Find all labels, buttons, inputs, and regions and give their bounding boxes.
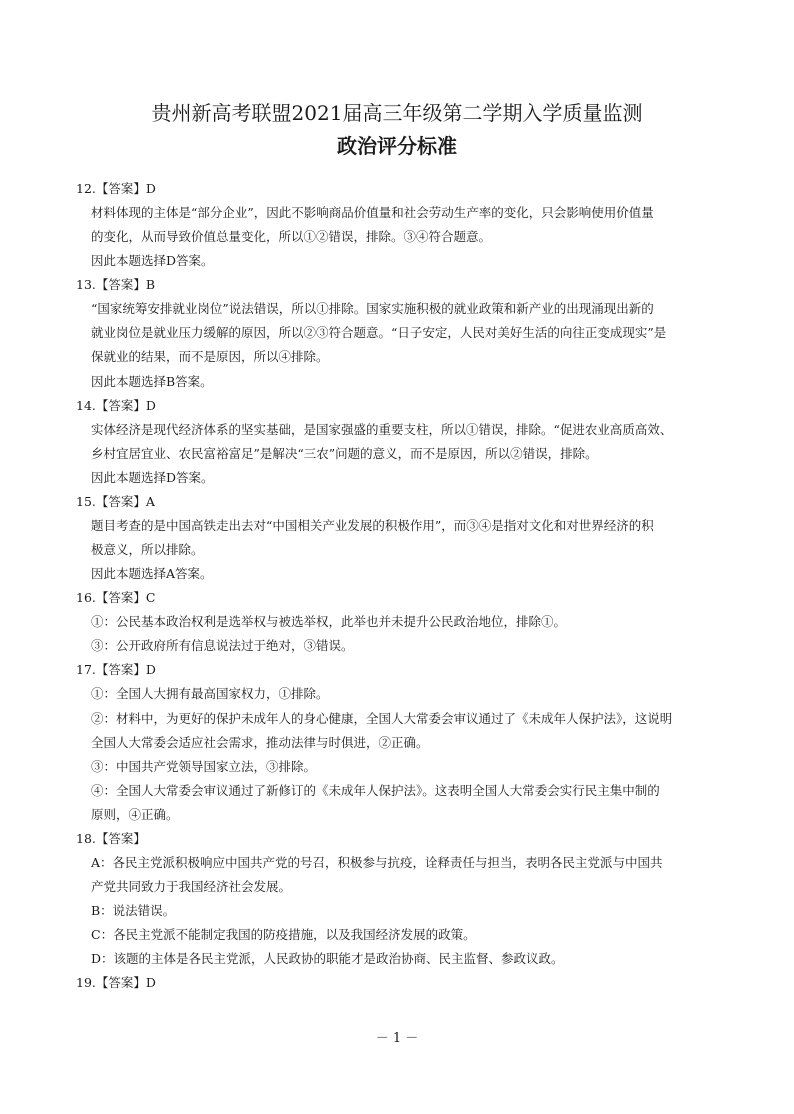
explanation-line: D：该题的主体是各民主党派，人民政协的职能才是政治协商、民主监督、参政议政。 <box>91 951 564 967</box>
answer-heading: 13.【答案】B <box>76 277 156 293</box>
explanation-line: 产党共同致力于我国经济社会发展。 <box>91 879 292 895</box>
answer-heading: 14.【答案】D <box>76 397 156 413</box>
explanation-line: ①：全国人大拥有最高国家权力，①排除。 <box>91 686 329 702</box>
answer-heading: 16.【答案】C <box>76 590 156 606</box>
page-number: － 1 － <box>375 1031 419 1046</box>
answer-heading: 18.【答案】 <box>76 830 146 846</box>
explanation-line: 材料体现的主体是“部分企业”，因此不影响商品价值量和社会劳动生产率的变化，只会影响使用价值量 <box>91 205 654 221</box>
explanation-line: 原则，④正确。 <box>91 806 179 822</box>
explanation-line: ③：中国共产党领导国家立法，③排除。 <box>91 758 317 774</box>
answer-heading: 15.【答案】A <box>76 493 155 509</box>
explanation-line: 就业岗位是就业压力缓解的原因，所以②③符合题意。“日子安定，人民对美好生活的向往正变成现实”是 <box>91 325 667 341</box>
explanation-line: 极意义，所以排除。 <box>91 542 204 558</box>
explanation-line: ②：材料中，为更好的保护未成年人的身心健康，全国人大常委会审议通过了《未成年人保护法》，这说明 <box>91 710 673 726</box>
page-title: 贵州新高考联盟2021届高三年级第二学期入学质量监测 <box>151 101 643 125</box>
explanation-line: 因此本题选择D答案。 <box>91 253 214 269</box>
explanation-line: 的变化，从而导致价值总量变化，所以①②错误，排除。③④符合题意。 <box>91 229 492 245</box>
explanation-line: 题目考查的是中国高铁走出去对“中国相关产业发展的积极作用”，而③④是指对文化和对世界经济的积 <box>91 517 654 533</box>
explanation-line: 实体经济是现代经济体系的坚实基础，是国家强盛的重要支柱，所以①错误，排除。“促进农业高质高效、 <box>91 421 673 437</box>
explanation-line: A：各民主党派积极响应中国共产党的号召，积极参与抗疫，诠释责任与担当，表明各民主党派与中国共 <box>91 854 663 870</box>
explanation-line: ③：公开政府所有信息说法过于绝对，③错误。 <box>91 638 354 654</box>
explanation-line: B：说法错误。 <box>91 903 176 919</box>
explanation-line: 因此本题选择D答案。 <box>91 469 214 485</box>
explanation-line: ④：全国人大常委会审议通过了新修订的《未成年人保护法》。这表明全国人大常委会实行民主集中制的 <box>91 782 660 798</box>
explanation-line: C：各民主党派不能制定我国的防疫措施，以及我国经济发展的政策。 <box>91 927 476 943</box>
explanation-line: 乡村宜居宜业、农民富裕富足”是解决“三农”问题的意义，而不是原因，所以②错误，排除。 <box>91 445 598 461</box>
explanation-line: 全国人大常委会适应社会需求，推动法律与时俱进，②正确。 <box>91 734 429 750</box>
answer-heading: 12.【答案】D <box>76 181 156 196</box>
page-subtitle: 政治评分标准 <box>337 134 457 158</box>
explanation-line: 因此本题选择B答案。 <box>91 373 213 389</box>
explanation-line: 因此本题选择A答案。 <box>91 566 213 582</box>
explanation-line: “国家统筹安排就业岗位”说法错误，所以①排除。国家实施积极的就业政策和新产业的出现涌现出新的 <box>91 301 654 317</box>
explanation-line: 保就业的结果，而不是原因，所以④排除。 <box>91 349 329 365</box>
explanation-line: ①：公民基本政治权利是选举权与被选举权，此举也并未提升公民政治地位，排除①。 <box>91 614 567 630</box>
answer-heading: 19.【答案】D <box>76 975 156 991</box>
answer-heading: 17.【答案】D <box>76 662 156 678</box>
